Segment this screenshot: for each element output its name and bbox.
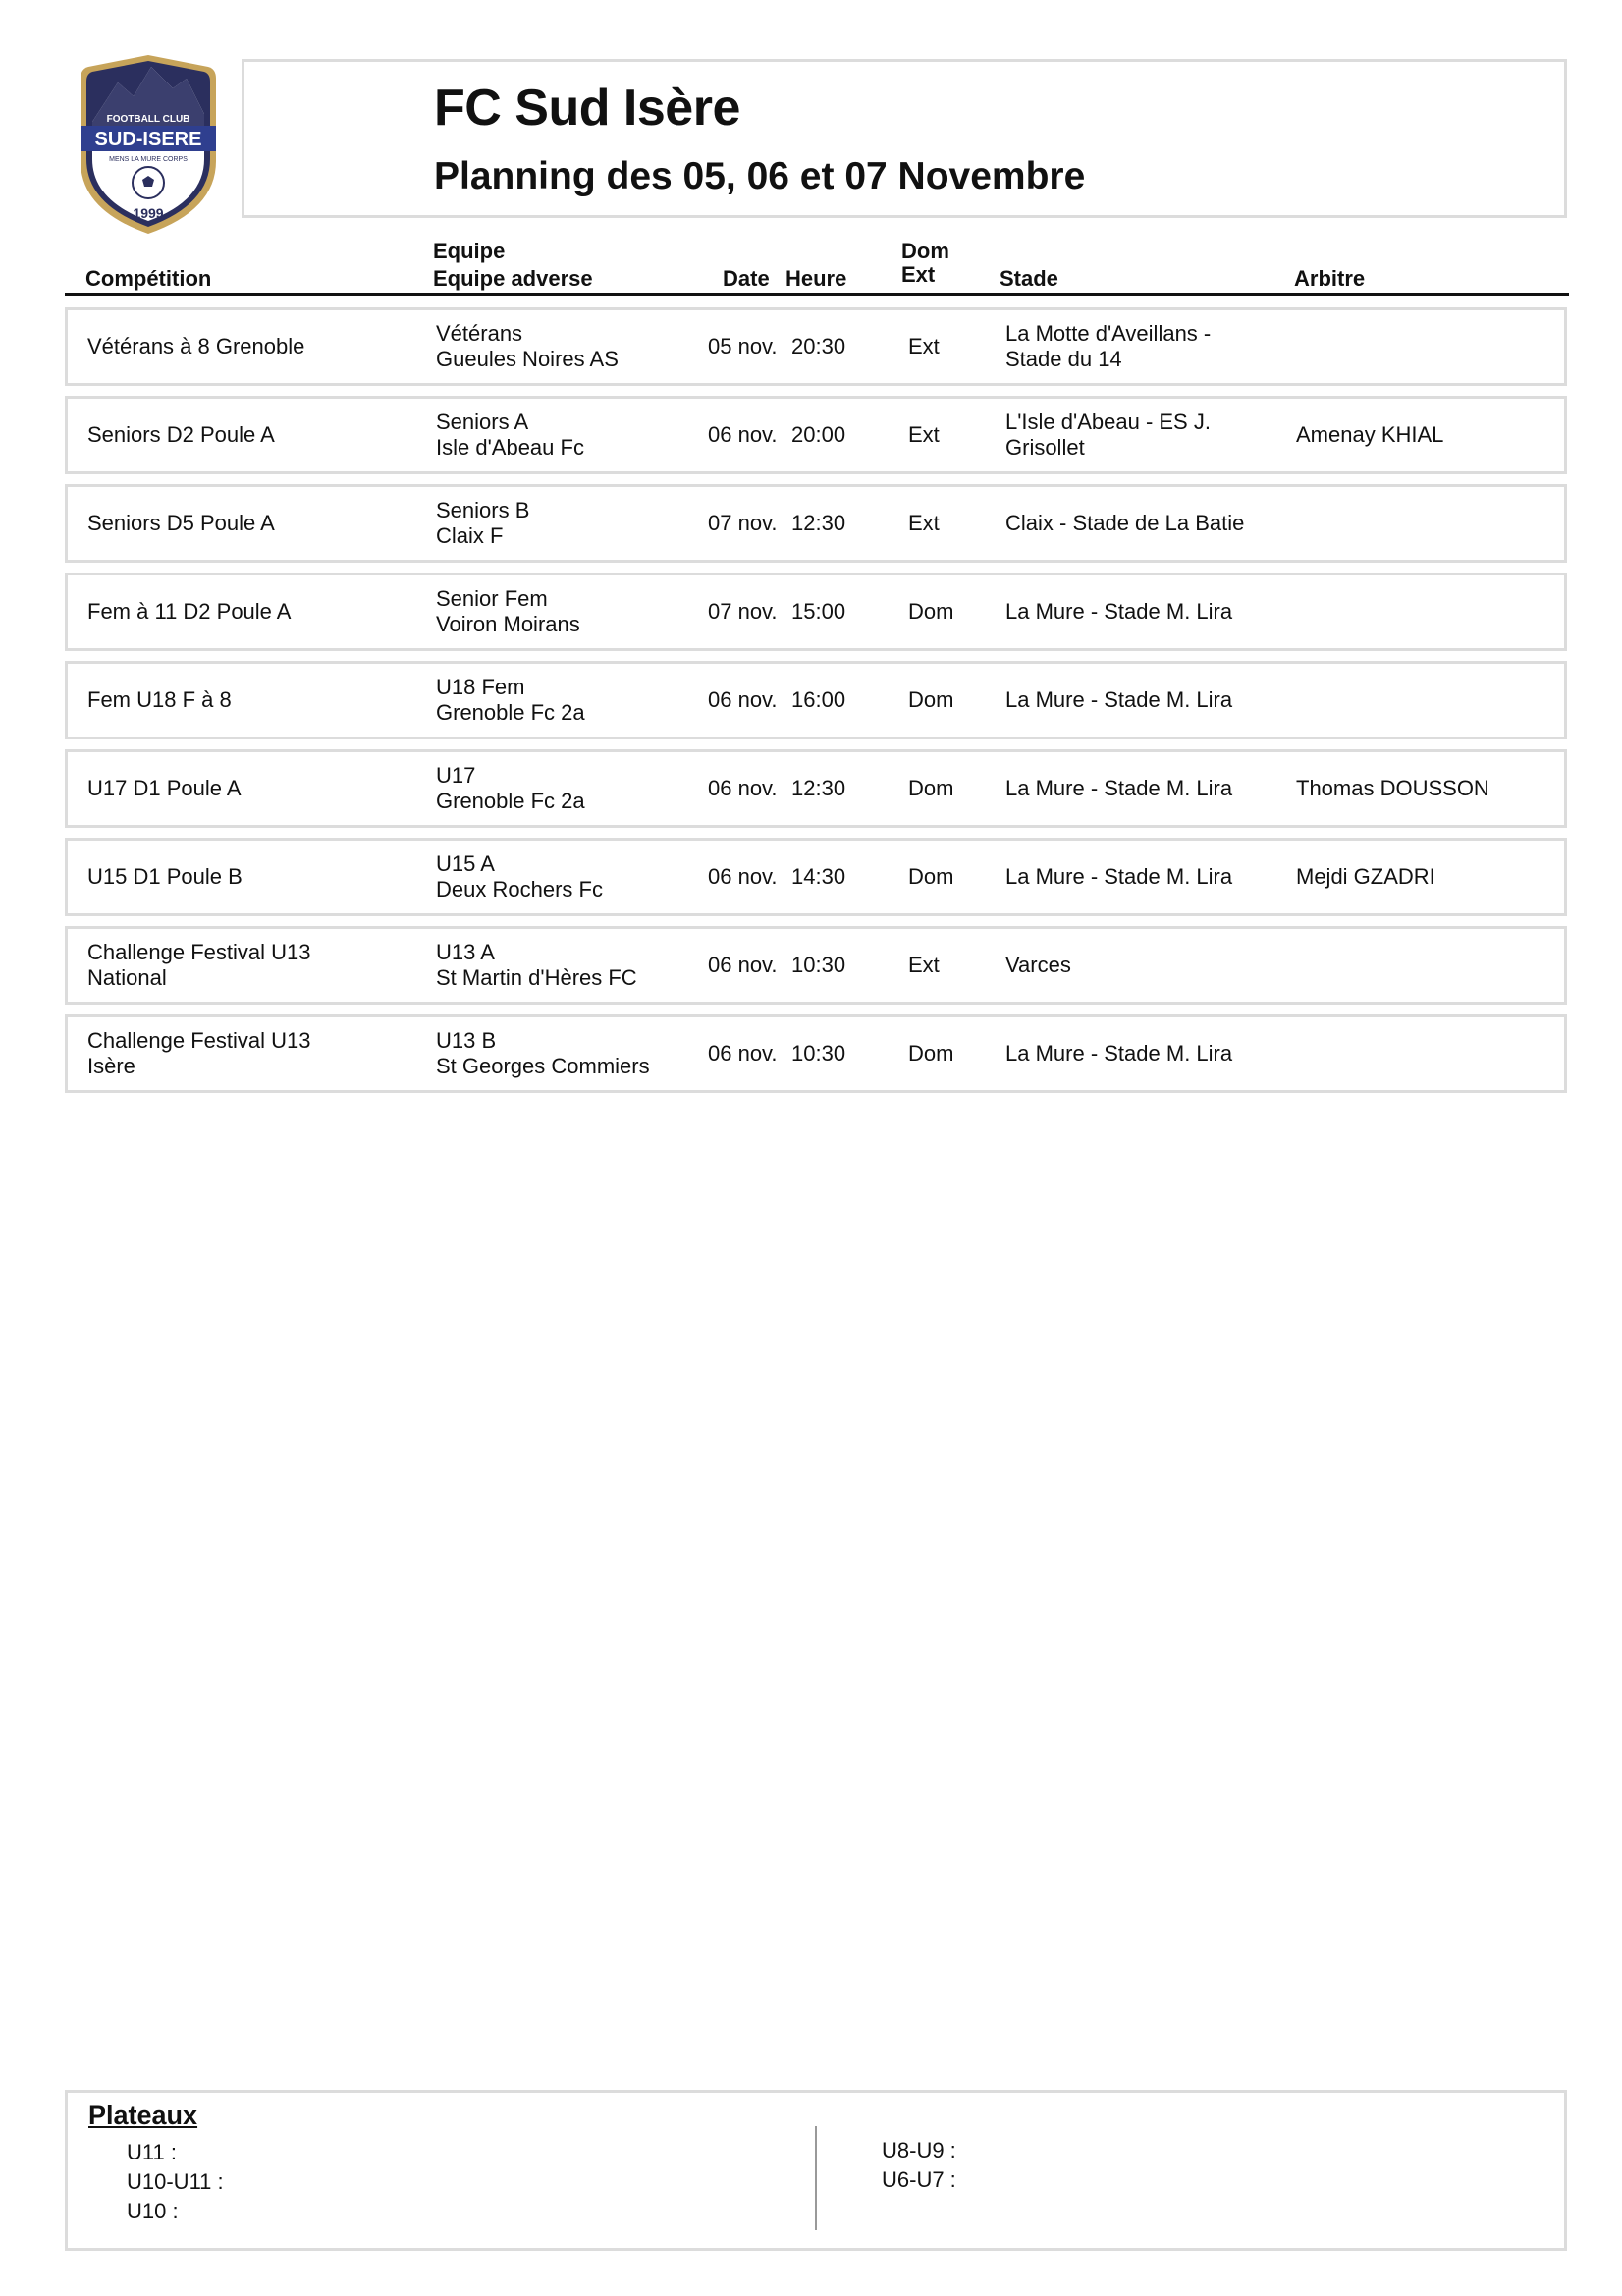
date-cell: 06 nov. (708, 687, 778, 712)
match-row (65, 396, 1567, 474)
date-cell: 07 nov. (708, 511, 778, 535)
stade-cell: La Mure - Stade M. Lira (1005, 776, 1233, 800)
opponent-name: Claix F (436, 523, 504, 548)
col-header-date: Date (723, 266, 770, 291)
competition-cell: Challenge Festival U13 Isère (87, 1028, 311, 1078)
dom-ext-cell: Ext (908, 334, 940, 358)
dom-ext-cell: Ext (908, 953, 940, 977)
time-cell: 20:30 (791, 334, 846, 358)
dom-ext-cell: Dom (908, 687, 954, 712)
time-cell: 15:00 (791, 599, 846, 624)
time-cell: 12:30 (791, 776, 846, 800)
competition-cell: Fem à 11 D2 Poule A (87, 599, 292, 624)
team-name: Senior Fem (436, 586, 548, 611)
stade-cell: La Mure - Stade M. Lira (1005, 599, 1233, 624)
opponent-name: Isle d'Abeau Fc (436, 435, 584, 460)
team-cell (436, 321, 619, 372)
logo-text-top: FOOTBALL CLUB (106, 114, 190, 125)
team-cell (436, 763, 585, 814)
col-header-heure: Heure (785, 266, 847, 291)
match-row (65, 1014, 1567, 1093)
col-header-dom: Dom (901, 239, 949, 263)
dom-ext-cell: Dom (908, 599, 954, 624)
team-name: U15 A (436, 851, 495, 876)
time-cell: 12:30 (791, 511, 846, 535)
stade-cell: La Mure - Stade M. Lira (1005, 1041, 1233, 1066)
dom-ext-cell: Dom (908, 864, 954, 889)
date-cell: 06 nov. (708, 953, 778, 977)
competition-cell: U17 D1 Poule A (87, 776, 242, 800)
match-row (65, 573, 1567, 651)
col-header-arbitre: Arbitre (1294, 266, 1366, 291)
time-cell: 10:30 (791, 1041, 846, 1066)
team-name: Vétérans (436, 321, 523, 346)
competition-cell: Challenge Festival U13 National (87, 940, 311, 990)
time-cell: 14:30 (791, 864, 846, 889)
team-name: Seniors A (436, 410, 529, 434)
plateaux-right-1: U8-U9 : (882, 2138, 956, 2162)
team-name: U17 (436, 763, 476, 788)
dom-ext-cell: Ext (908, 422, 940, 447)
plateaux-left-1: U11 : (127, 2140, 177, 2164)
opponent-name: St Martin d'Hères FC (436, 965, 637, 990)
team-cell (436, 498, 529, 549)
team-name: Seniors B (436, 498, 530, 522)
team-cell (436, 675, 585, 726)
dom-ext-cell: Dom (908, 1041, 954, 1066)
plateaux-right-2: U6-U7 : (882, 2167, 956, 2192)
match-row (65, 749, 1567, 828)
match-row (65, 661, 1567, 739)
plateaux-title: Plateaux (88, 2101, 198, 2130)
plateaux-box (65, 2090, 1567, 2251)
match-row (65, 926, 1567, 1005)
page-title: FC Sud Isère (434, 80, 740, 137)
date-cell: 06 nov. (708, 776, 778, 800)
arbitre-cell: Amenay KHIAL (1296, 422, 1444, 447)
col-header-stade: Stade (1000, 266, 1058, 291)
time-cell: 16:00 (791, 687, 846, 712)
stade-cell: Claix - Stade de La Batie (1005, 511, 1245, 535)
header-rule (65, 293, 1569, 296)
team-cell (436, 410, 584, 461)
stade-cell: La Motte d'Aveillans - Stade du 14 (1005, 321, 1212, 371)
competition-cell: Seniors D5 Poule A (87, 511, 275, 535)
team-name: U13 B (436, 1028, 497, 1053)
stade-cell: La Mure - Stade M. Lira (1005, 687, 1233, 712)
plateaux-left-2: U10-U11 : (127, 2169, 224, 2194)
date-cell: 06 nov. (708, 864, 778, 889)
team-cell (436, 940, 637, 991)
logo-text-main: SUD-ISERE (94, 129, 202, 150)
match-row (65, 838, 1567, 916)
opponent-name: Grenoble Fc 2a (436, 789, 585, 813)
date-cell: 06 nov. (708, 1041, 778, 1066)
team-name: U18 Fem (436, 675, 525, 699)
col-header-competition: Compétition (85, 266, 212, 291)
arbitre-cell: Mejdi GZADRI (1296, 864, 1435, 889)
competition-cell: Seniors D2 Poule A (87, 422, 275, 447)
time-cell: 10:30 (791, 953, 846, 977)
arbitre-cell: Thomas DOUSSON (1296, 776, 1489, 800)
team-cell (436, 586, 580, 637)
logo-text-towns: MENS LA MURE CORPS (109, 156, 188, 163)
competition-cell: Vétérans à 8 Grenoble (87, 334, 305, 358)
match-row (65, 307, 1567, 386)
time-cell: 20:00 (791, 422, 846, 447)
competition-cell: U15 D1 Poule B (87, 864, 243, 889)
date-cell: 06 nov. (708, 422, 778, 447)
stade-cell: L'Isle d'Abeau - ES J. Grisollet (1005, 410, 1211, 460)
col-header-ext: Ext (901, 262, 936, 287)
plateaux-left-3: U10 : (127, 2199, 179, 2223)
opponent-name: Voiron Moirans (436, 612, 580, 636)
stade-cell: Varces (1005, 953, 1071, 977)
stade-cell: La Mure - Stade M. Lira (1005, 864, 1233, 889)
opponent-name: St Georges Commiers (436, 1054, 650, 1078)
opponent-name: Gueules Noires AS (436, 347, 619, 371)
opponent-name: Grenoble Fc 2a (436, 700, 585, 725)
club-logo (79, 53, 218, 236)
dom-ext-cell: Ext (908, 511, 940, 535)
dom-ext-cell: Dom (908, 776, 954, 800)
competition-cell: Fem U18 F à 8 (87, 687, 232, 712)
date-cell: 07 nov. (708, 599, 778, 624)
col-header-equipe: Equipe (433, 239, 506, 263)
date-cell: 05 nov. (708, 334, 778, 358)
team-cell (436, 1028, 650, 1079)
logo-year: 1999 (133, 205, 164, 221)
opponent-name: Deux Rochers Fc (436, 877, 603, 902)
match-row (65, 484, 1567, 563)
page-subtitle: Planning des 05, 06 et 07 Novembre (434, 155, 1086, 197)
col-header-equipe-adverse: Equipe adverse (433, 266, 593, 291)
team-cell (436, 851, 603, 902)
plateaux-divider (815, 2126, 817, 2230)
team-name: U13 A (436, 940, 495, 964)
